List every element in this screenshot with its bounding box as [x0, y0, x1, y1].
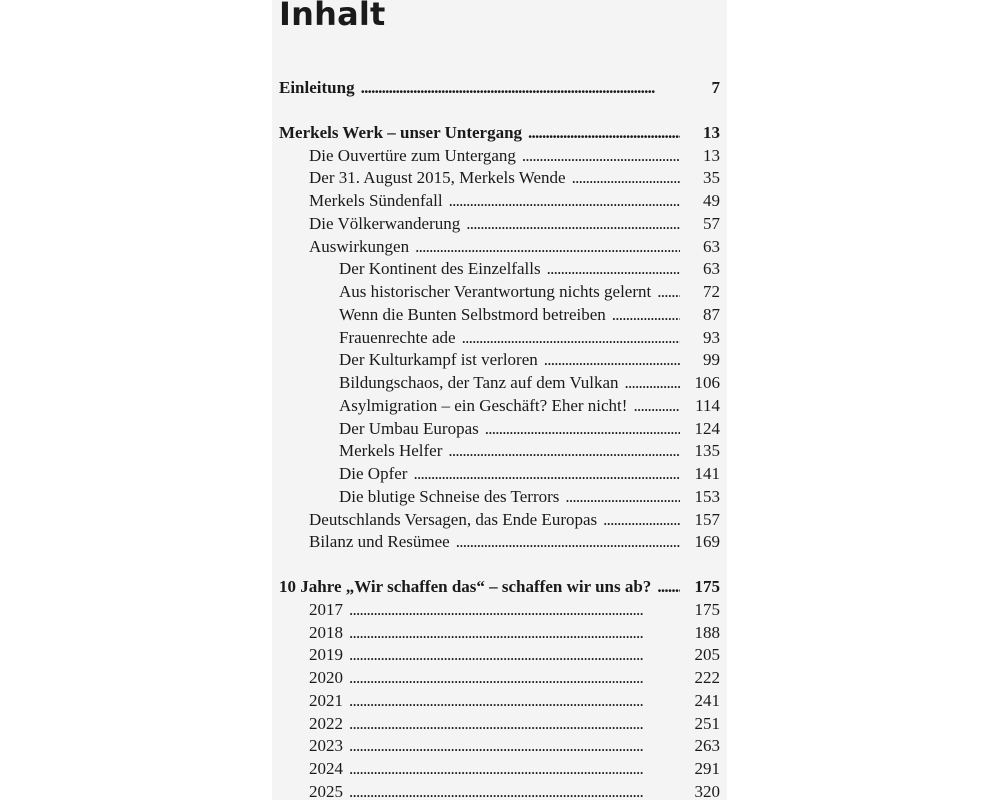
dot-leader — [462, 327, 680, 350]
toc-entry-label: 10 Jahre „Wir schaffen das“ – schaffen wir uns ab? — [279, 577, 652, 596]
dot-leader — [361, 77, 680, 100]
toc-entry[interactable] — [279, 213, 720, 236]
toc-page-number: 175 — [694, 599, 720, 619]
toc-entry-label: Einleitung — [279, 78, 355, 97]
dot-leader — [612, 304, 680, 327]
toc-entry-label: Bildungschaos, der Tanz auf dem Vulkan — [339, 373, 619, 392]
toc-page-number: 222 — [694, 668, 720, 687]
dot-leader — [349, 599, 680, 622]
toc-page-number: 57 — [703, 213, 720, 233]
dot-leader — [456, 531, 680, 554]
toc-entry[interactable] — [279, 190, 720, 213]
dot-leader — [625, 372, 681, 395]
toc-entry[interactable] — [279, 509, 720, 532]
toc-entry-label: 2025 — [309, 781, 343, 800]
dot-leader — [657, 576, 680, 599]
dot-leader — [349, 735, 680, 758]
toc-entry[interactable] — [279, 349, 720, 372]
dot-leader — [349, 622, 680, 645]
dot-leader — [466, 213, 680, 236]
toc-page-number: 153 — [694, 486, 720, 506]
toc-page-number: 169 — [694, 532, 720, 552]
dot-leader — [544, 349, 680, 372]
toc-entry[interactable] — [279, 281, 720, 304]
dot-leader — [349, 667, 680, 690]
dot-leader — [485, 418, 680, 441]
toc-page-number: 263 — [694, 736, 720, 756]
toc-entry-label: Bilanz und Resümee — [309, 532, 450, 552]
toc-page-number: 241 — [694, 690, 720, 710]
toc-page-number: 135 — [694, 441, 720, 461]
toc-entry-label: 2017 — [309, 599, 343, 619]
toc-page-number: 141 — [694, 464, 720, 483]
dot-leader — [547, 258, 680, 281]
toc-entry-label: 2021 — [309, 690, 343, 710]
toc-entry[interactable] — [279, 781, 720, 800]
toc-entry[interactable] — [279, 622, 720, 645]
toc-entry[interactable] — [279, 372, 720, 395]
toc-entry[interactable] — [279, 327, 720, 350]
toc-page-number: 72 — [703, 282, 720, 301]
dot-leader — [633, 395, 680, 418]
toc-page-number: 7 — [711, 78, 720, 97]
toc-entry-label: Merkels Sündenfall — [309, 191, 443, 210]
toc-page-number: 114 — [695, 395, 720, 415]
toc-entry-label: Merkels Werk – unser Untergang — [279, 122, 523, 142]
toc-page-number: 49 — [703, 191, 720, 210]
toc-entry[interactable] — [279, 690, 720, 713]
toc-entry[interactable] — [279, 667, 720, 690]
toc-entry[interactable] — [279, 531, 720, 554]
toc-entry[interactable] — [279, 304, 720, 327]
toc-page-number: 63 — [703, 236, 720, 256]
toc-entry-label: Asylmigration – ein Geschäft? Eher nicht! — [339, 395, 628, 415]
dot-leader — [415, 236, 680, 259]
dot-leader — [565, 486, 680, 509]
toc-page-number: 124 — [694, 418, 720, 438]
toc-entry-label: Die Opfer — [339, 464, 408, 483]
toc-entry-label: Frauenrechte ade — [339, 327, 456, 347]
toc-entry-label: 2018 — [309, 622, 343, 642]
toc-entry-label: Der Kontinent des Einzelfalls — [339, 259, 541, 279]
toc-entry-label: Die Ouvertüre zum Untergang — [309, 145, 516, 165]
toc-page-number: 157 — [694, 509, 720, 529]
toc-entry-label: Merkels Helfer — [339, 441, 443, 461]
toc-page-number: 175 — [694, 577, 720, 596]
dot-leader — [349, 781, 680, 800]
dot-leader — [448, 440, 680, 463]
toc-page-number: 106 — [694, 373, 720, 392]
toc-entry[interactable] — [279, 258, 720, 281]
toc-entry[interactable] — [279, 440, 720, 463]
toc-entry-label: 2022 — [309, 713, 343, 733]
toc-entry[interactable] — [279, 644, 720, 667]
dot-leader — [349, 644, 680, 667]
toc-chapter-entry[interactable] — [279, 576, 720, 599]
toc-entry-label: Der 31. August 2015, Merkels Wende — [309, 168, 566, 188]
dot-leader — [413, 463, 680, 486]
toc-entry[interactable] — [279, 735, 720, 758]
toc-entry-label: Der Umbau Europas — [339, 418, 479, 438]
toc-page-number: 13 — [703, 145, 720, 165]
toc-entry[interactable] — [279, 713, 720, 736]
toc-entry-label: 2020 — [309, 668, 343, 687]
toc-entry[interactable] — [279, 395, 720, 418]
dot-leader — [657, 281, 680, 304]
toc-page-number: 320 — [694, 781, 720, 800]
toc-entry-label: Die blutige Schneise des Terrors — [339, 486, 560, 506]
toc-entry[interactable] — [279, 236, 720, 259]
toc-chapter-entry[interactable] — [279, 122, 720, 145]
toc-page-number: 13 — [703, 122, 720, 142]
dot-leader — [528, 122, 680, 145]
toc-entry-label: 2024 — [309, 759, 343, 778]
toc-entry[interactable] — [279, 486, 720, 509]
dot-leader — [603, 509, 680, 532]
toc-entry[interactable] — [279, 145, 720, 168]
toc-entry[interactable] — [279, 167, 720, 190]
toc-page-number: 93 — [703, 327, 720, 347]
toc-page-number: 188 — [694, 622, 720, 642]
toc-entry-label: Die Völkerwanderung — [309, 213, 461, 233]
dot-leader — [349, 758, 680, 781]
dot-leader — [449, 190, 680, 213]
table-of-contents — [279, 77, 720, 800]
dot-leader — [522, 145, 680, 168]
toc-entry-label: Wenn die Bunten Selbstmord betreiben — [339, 304, 606, 324]
toc-entry[interactable] — [279, 463, 720, 486]
toc-entry-label: Auswirkungen — [309, 236, 410, 256]
toc-page-number: 35 — [703, 168, 720, 188]
toc-page-number: 87 — [703, 304, 720, 324]
toc-page-number: 251 — [694, 713, 720, 733]
toc-page-number: 99 — [703, 350, 720, 370]
dot-leader — [349, 690, 680, 713]
toc-page-number: 291 — [694, 759, 720, 778]
toc-entry-label: Der Kulturkampf ist verloren — [339, 350, 538, 370]
page-title: Inhalt — [279, 0, 386, 33]
toc-page-number: 205 — [694, 645, 720, 665]
dot-leader — [572, 167, 680, 190]
toc-entry-label: 2019 — [309, 645, 343, 665]
dot-leader — [349, 713, 680, 736]
toc-chapter-entry[interactable] — [279, 77, 720, 100]
toc-entry[interactable] — [279, 758, 720, 781]
toc-entry[interactable] — [279, 599, 720, 622]
toc-entry[interactable] — [279, 418, 720, 441]
toc-entry-label: 2023 — [309, 736, 343, 756]
toc-entry-label: Deutschlands Versagen, das Ende Europas — [309, 509, 598, 529]
toc-page-number: 63 — [703, 259, 720, 279]
toc-entry-label: Aus historischer Verantwortung nichts gelernt — [339, 282, 652, 301]
